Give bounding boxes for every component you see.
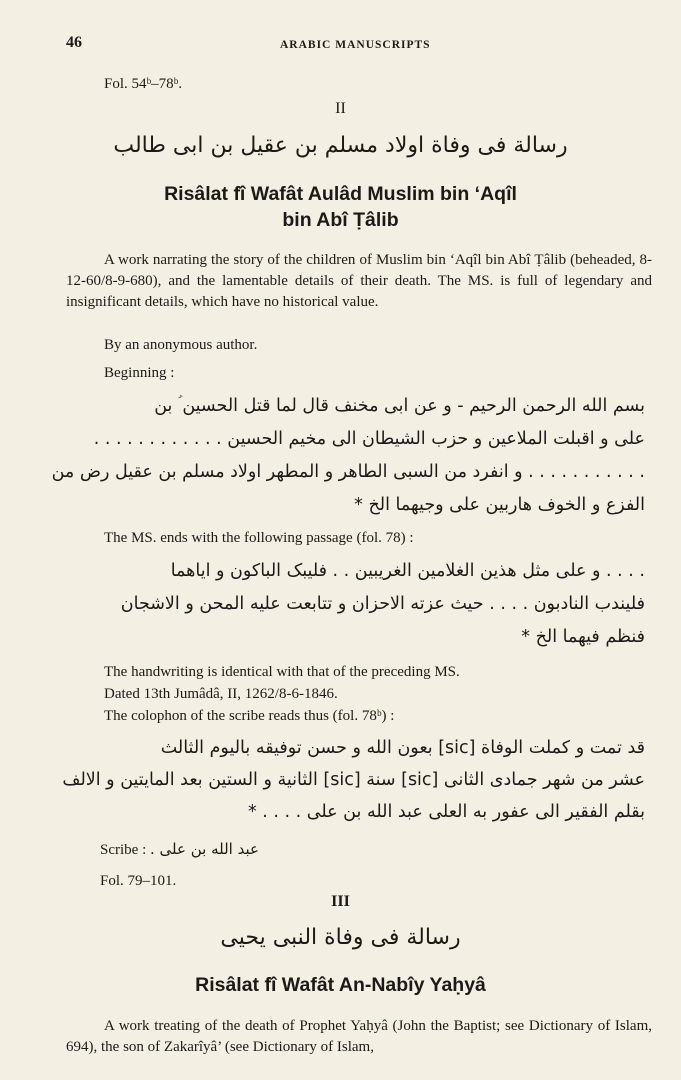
- beginning-label: Beginning :: [104, 365, 175, 381]
- scribe-name: عبد الله بن علی .: [150, 840, 259, 858]
- page-number: 46: [66, 34, 82, 51]
- entry2-number: II: [335, 100, 346, 117]
- colophon-label: The colophon of the scribe reads thus (fol. 78ᵇ) :: [104, 708, 395, 724]
- entry2-author: By an anonymous author.: [104, 337, 258, 353]
- entry3-number: III: [331, 893, 350, 910]
- entry2-description: A work narrating the story of the children of Muslim bin ‘Aqîl bin Abî Ṭâlib (beheaded, 8-12-60/8-9-680), and the lamentable details of their death. The MS. is full of legendary and insignificant details, which have no historical value.: [66, 252, 652, 310]
- ending-line: . . . . و علی مثل هذین الغلامین الغریبین . . فلیبک الباکون و ایاهما: [170, 561, 645, 581]
- ending-line: فنظم فیهما الخ *: [521, 627, 645, 647]
- scribe-line: [100, 840, 259, 859]
- entry2-arabic-title: رسالة فی وفاة اولاد مسلم بن عقیل بن ابی طالب: [113, 133, 568, 158]
- entry2-title-line1: Risâlat fî Wafât Aulâd Muslim bin ‘Aqîl: [164, 183, 517, 205]
- colophon-line: بقلم الفقیر الی عفور به العلی عبد الله بن علی . . . . *: [247, 802, 645, 822]
- colophon-line: قد تمت و کملت الوفاة [sic] بعون الله و حسن توفیقه بالیوم الثالث: [160, 738, 645, 758]
- ending-label: The MS. ends with the following passage (fol. 78) :: [104, 530, 414, 546]
- entry2-title: [0, 181, 681, 233]
- entry3-folio: Fol. 79–101.: [100, 873, 177, 889]
- beginning-line: الفزع و الخوف هاربین علی وجیهما الخ *: [354, 495, 645, 515]
- entry2-title-line2: bin Abî Ṭâlib: [282, 209, 399, 231]
- entry3-title: Risâlat fî Wafât An-Nabîy Yaḥyâ: [195, 974, 486, 996]
- scribe-label: Scribe :: [100, 842, 147, 858]
- ending-line: فلیندب النادبون . . . . حیث عزته الاحزان و تتابعت علیه المحن و الاشجان: [120, 594, 645, 614]
- beginning-line: بسم الله الرحمن الرحیم - و عن ابی مخنف قال لما قتل الحسین ؑ بن: [154, 396, 645, 416]
- handwriting-note: The handwriting is identical with that of the preceding MS.: [104, 664, 460, 680]
- dated-note: Dated 13th Jumâdâ, II, 1262/8-6-1846.: [104, 686, 338, 702]
- colophon-line: عشر من شهر جمادی الثانی [sic] سنة [sic] الثانیة و الستین بعد المایتین و الالف: [62, 770, 645, 790]
- entry3-description: A work treating of the death of Prophet Yaḥyâ (John the Baptist; see Dictionary of Islam, 694), the son of Zakarîyâ’ (see Dictionary of Islam,: [66, 1018, 652, 1055]
- beginning-line: علی و اقبلت الملاعین و حزب الشیطان الی مخیم الحسین . . . . . . . . . . . .: [93, 429, 645, 449]
- running-title: ARABIC MANUSCRIPTS: [280, 39, 431, 51]
- entry2-folio: Fol. 54ᵇ–78ᵇ.: [104, 76, 183, 92]
- entry3-arabic-title: رسالة فی وفاة النبی یحیی: [220, 925, 461, 950]
- beginning-line: . . . . . . . . . . . و انفرد من السبی الطاهر و المطهر اولاد مسلم بن عقیل رض من: [51, 462, 645, 482]
